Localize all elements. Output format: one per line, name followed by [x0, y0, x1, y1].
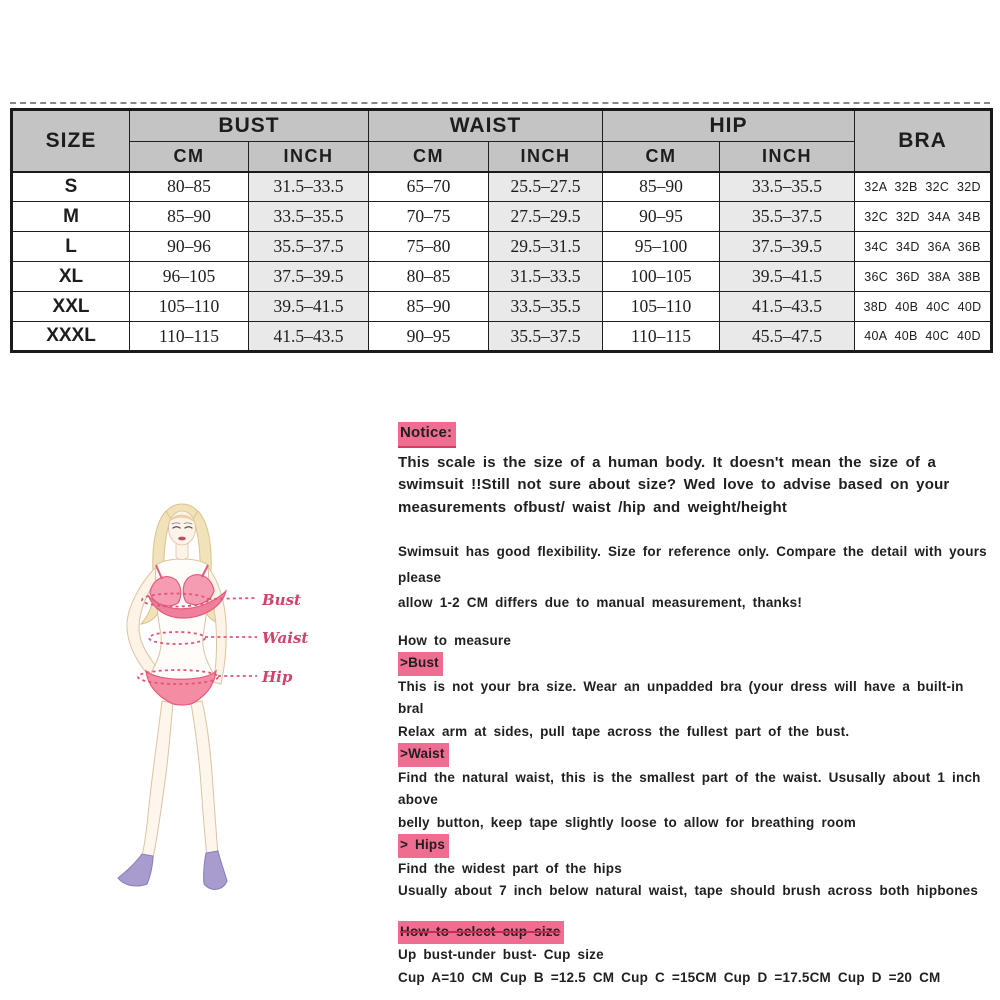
cell-hip-cm: 110–115 [603, 322, 720, 352]
table-row [12, 292, 992, 322]
cell-waist-cm: 80–85 [369, 262, 489, 292]
cell-waist-inch: 35.5–37.5 [489, 322, 603, 352]
table-row [12, 172, 992, 202]
cell-hip-inch: 41.5–43.5 [720, 292, 855, 322]
cell-waist-cm: 70–75 [369, 202, 489, 232]
cell-hip-cm: 105–110 [603, 292, 720, 322]
cell-waist-inch: 33.5–35.5 [489, 292, 603, 322]
waist-instruction: Find the natural waist, this is the smallest part of the waist. Ususally about 1 inch above [398, 769, 981, 807]
header-hip-inch: INCH [720, 142, 855, 172]
cell-size: XL [12, 262, 130, 292]
cell-bust-cm: 85–90 [130, 202, 249, 232]
header-bust-inch: INCH [249, 142, 369, 172]
notice-line: measurements ofbust/ waist /hip and weight/height [398, 498, 788, 516]
cell-size: M [12, 202, 130, 232]
flexibility-line: allow 1-2 CM differs due to manual measurement, thanks! [398, 595, 803, 610]
cell-hip-cm: 100–105 [603, 262, 720, 292]
bust-instruction: This is not your bra size. Wear an unpadded bra (your dress will have a built-in bral [398, 678, 964, 716]
hips-instruction: Usually about 7 inch below natural waist, tape should brush across both hipbones [398, 883, 979, 898]
cell-hip-inch: 45.5–47.5 [720, 322, 855, 352]
cell-bust-cm: 110–115 [130, 322, 249, 352]
legs [142, 701, 218, 858]
cell-hip-inch: 39.5–41.5 [720, 262, 855, 292]
cell-hip-cm: 85–90 [603, 172, 720, 202]
bust-measure-line [208, 598, 257, 599]
cell-hip-inch: 37.5–39.5 [720, 232, 855, 262]
cell-bra: 36C 36D 38A 38B [855, 262, 992, 292]
table-row [12, 322, 992, 352]
size-chart-table [10, 108, 993, 353]
waist-instruction: belly button, keep tape slightly loose to allow for breathing room [398, 814, 856, 830]
hip-label: Hip [262, 668, 293, 686]
cell-bust-cm: 96–105 [130, 262, 249, 292]
header-hip-cm: CM [603, 142, 720, 172]
cell-bust-inch: 41.5–43.5 [249, 322, 369, 352]
cell-waist-cm: 85–90 [369, 292, 489, 322]
measurement-figure [100, 495, 410, 905]
cell-bra: 34C 34D 36A 36B [855, 232, 992, 262]
waist-section-heading: >Waist [398, 743, 449, 767]
notice-heading: Notice: [398, 422, 456, 448]
cell-hip-inch: 35.5–37.5 [720, 202, 855, 232]
cell-hip-cm: 95–100 [603, 232, 720, 262]
cell-bust-inch: 39.5–41.5 [249, 292, 369, 322]
cell-waist-inch: 29.5–31.5 [489, 232, 603, 262]
cell-bra: 32C 32D 34A 34B [855, 202, 992, 232]
cell-waist-inch: 27.5–29.5 [489, 202, 603, 232]
size-chart-section [10, 102, 990, 353]
header-hip: HIP [603, 110, 855, 142]
flexibility-line: Swimsuit has good flexibility. Size for reference only. Compare the detail with yours please [398, 544, 987, 585]
cell-bust-inch: 35.5–37.5 [249, 232, 369, 262]
cell-size: XXL [12, 292, 130, 322]
header-bra: BRA [855, 110, 992, 172]
cell-bust-inch: 37.5–39.5 [249, 262, 369, 292]
cell-hip-inch: 33.5–35.5 [720, 172, 855, 202]
cell-waist-cm: 75–80 [369, 232, 489, 262]
cell-size: L [12, 232, 130, 262]
notice-line: swimsuit !!Still not sure about size? Wed love to advise based on your [398, 476, 950, 493]
waist-label: Waist [262, 629, 309, 647]
cell-bust-cm: 105–110 [130, 292, 249, 322]
figure-illustration-svg [100, 495, 410, 905]
cup-size-line: Up bust-under bust- Cup size [398, 947, 604, 962]
header-bust-cm: CM [130, 142, 249, 172]
bust-label: Bust [262, 591, 301, 609]
cup-size-heading: How to select cup size [398, 921, 564, 945]
cell-bust-cm: 80–85 [130, 172, 249, 202]
how-to-measure-title: How to measure [398, 632, 512, 648]
cell-waist-cm: 65–70 [369, 172, 489, 202]
cell-waist-inch: 25.5–27.5 [489, 172, 603, 202]
cell-bust-inch: 31.5–33.5 [249, 172, 369, 202]
header-waist: WAIST [369, 110, 603, 142]
lips [178, 537, 186, 541]
cell-bust-inch: 33.5–35.5 [249, 202, 369, 232]
header-bust: BUST [130, 110, 369, 142]
bust-instruction: Relax arm at sides, pull tape across the fullest part of the bust. [398, 723, 850, 739]
shoes [118, 851, 227, 889]
table-row [12, 262, 992, 292]
left-shoe [118, 854, 153, 886]
cell-hip-cm: 90–95 [603, 202, 720, 232]
cup-size-line: Cup A=10 CM Cup B =12.5 CM Cup C =15CM Cup D =17.5CM Cup D =20 CM [398, 969, 941, 985]
header-waist-cm: CM [369, 142, 489, 172]
cell-bust-cm: 90–96 [130, 232, 249, 262]
cell-bra: 32A 32B 32C 32D [855, 172, 992, 202]
cell-bra: 40A 40B 40C 40D [855, 322, 992, 352]
table-row [12, 202, 992, 232]
cell-size: XXXL [12, 322, 130, 352]
right-shoe [204, 851, 227, 889]
cell-waist-inch: 31.5–33.5 [489, 262, 603, 292]
cell-waist-cm: 90–95 [369, 322, 489, 352]
hips-instruction: Find the widest part of the hips [398, 860, 622, 876]
header-size: SIZE [12, 110, 130, 172]
cell-bra: 38D 40B 40C 40D [855, 292, 992, 322]
hips-section-heading: > Hips [398, 834, 449, 858]
notes-column [398, 418, 994, 989]
header-waist-inch: INCH [489, 142, 603, 172]
notice-line: This scale is the size of a human body. It doesn't mean the size of a [398, 453, 937, 471]
cell-size: S [12, 172, 130, 202]
bust-section-heading: >Bust [398, 652, 443, 676]
table-row [12, 232, 992, 262]
